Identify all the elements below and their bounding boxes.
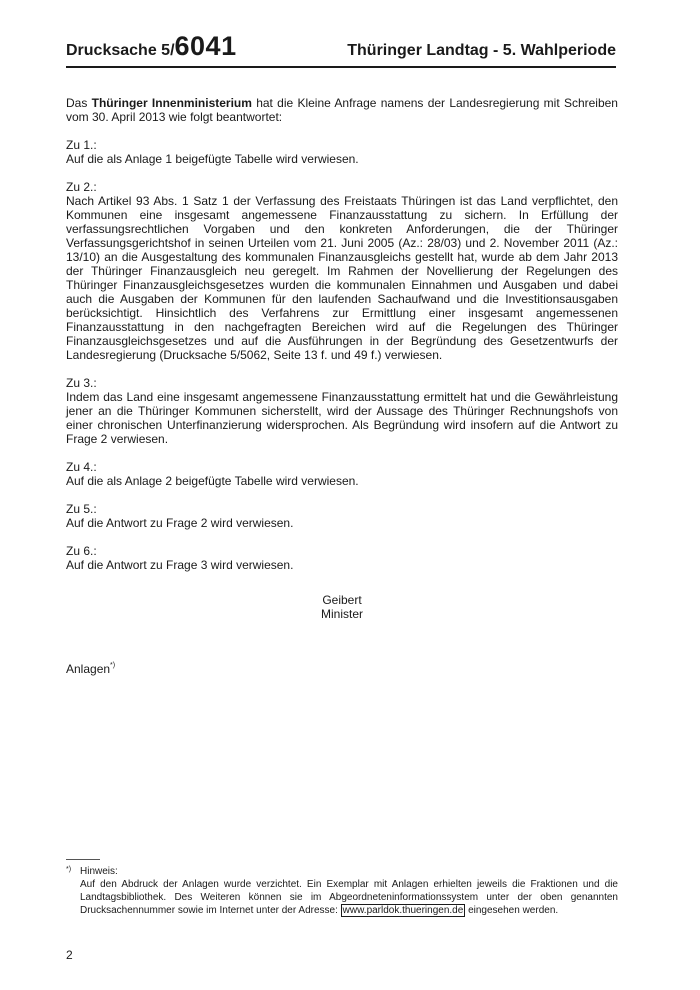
answer-section-4: [66, 460, 618, 488]
answer-section-1: [66, 138, 618, 166]
ministry-name: Thüringer Innenministerium: [91, 96, 252, 110]
answer-label: Zu 1.:: [66, 138, 97, 152]
intro-pre: Das: [66, 96, 92, 110]
signatory-title: Minister: [320, 607, 363, 621]
answer-label: Zu 5.:: [66, 502, 97, 516]
answer-section-5: [66, 502, 618, 530]
intro-paragraph: [66, 96, 618, 124]
document-number-value: 6041: [174, 31, 237, 61]
footnote-reference: *): [110, 662, 116, 669]
page-header: [66, 30, 616, 68]
footnote: [66, 865, 618, 917]
answer-section-3: [66, 376, 618, 446]
answer-label: Zu 4.:: [66, 460, 97, 474]
parliament-title: Thüringer Landtag - 5. Wahlperiode: [347, 42, 616, 59]
answer-text: Nach Artikel 93 Abs. 1 Satz 1 der Verfassung des Freistaats Thüringen ist das Land verpflichtet, den Kommunen eine insgesamt angemessene Finanzausstattung zu sichern. In Erfüllung der verfassungsrechtlichen Vorgaben und den konkreten Anforderungen, die der Thüringer Verfassungsgerichtshof in seinen Urteilen vom 21. Juni 2005 (Az.: 28/03) und 2. November 2011 (Az.: 13/10) an die Ausgestaltung des kommunalen Finanzausgleichs gestellt hat, wurde ab dem Jahr 2013 der Thüringer Finanzausgleich neu geregelt. Im Rahmen der Novellierung der Regelungen des Thüringer Finanzausgleichsgesetzes wurden die kommunalen Einnahmen und Ausgaben und dabei auch die Ausgaben der Kommunen für den laufenden Sachaufwand und die Investitionsausgaben berücksichtigt. Hinsichtlich des Verfahrens zur Ermittlung einer insgesamt angemessenen Finanzausstattung in den nachgefragten Bereichen wird auf die Regelungen des Thüringer Finanzausgleichsgesetzes und auf die Ausführungen in der Begründung des Gesetzentwurfs der Landesregierung (Drucksache 5/5062, Seite 13 f. und 49 f.) verwiesen.: [66, 194, 618, 362]
answer-text: Auf die Antwort zu Frage 3 wird verwiesen.: [66, 558, 294, 572]
answer-section-2: [66, 180, 618, 362]
document-number: [66, 33, 237, 66]
answer-label: Zu 3.:: [66, 376, 97, 390]
footnote-text: [80, 878, 618, 917]
page-number: 2: [66, 948, 73, 962]
answer-text: Auf die Antwort zu Frage 2 wird verwiesen.: [66, 516, 294, 530]
answer-text: Auf die als Anlage 2 beigefügte Tabelle wird verwiesen.: [66, 474, 359, 488]
document-number-prefix: Drucksache 5/: [66, 42, 175, 59]
footnote-body: [80, 865, 618, 917]
signature-block: [0, 593, 684, 621]
attachments-label: Anlagen: [66, 662, 111, 676]
footnote-heading: Hinweis:: [80, 866, 118, 877]
footnote-divider: [66, 859, 100, 860]
signatory-name: Geibert: [322, 593, 362, 607]
answer-label: Zu 6.:: [66, 544, 97, 558]
parldok-link[interactable]: www.parldok.thueringen.de: [342, 905, 464, 916]
answer-text: Auf die als Anlage 1 beigefügte Tabelle wird verwiesen.: [66, 152, 359, 166]
answer-body: [66, 96, 618, 586]
answer-text: Indem das Land eine insgesamt angemessene Finanzausstattung ermittelt hat und die Gewährleistung jener an die Thüringer Kommunen sicherstellt, wird der Aussage des Thüringer Rechnungshofs von einer chronischen Unterfinanzierung widersprochen. Als Begründung wird insofern auf die Antwort zu Frage 2 verwiesen.: [66, 390, 618, 446]
intro-post: hat die Kleine Anfrage namens der Landesregierung mit Schreiben vom 30. April 2013 wie folgt beantwortet:: [66, 96, 618, 124]
footnote-text-pre: Auf den Abdruck der Anlagen wurde verzichtet. Ein Exemplar mit Anlagen erhielten jeweils die Fraktionen und die Landtagsbibliothek. Des Weiteren können sie im Abgeordneteninformationssystem unter der oben genannten Drucksachennummer sowie im Internet unter der Adresse:: [80, 879, 618, 916]
attachments-note: [66, 662, 115, 676]
answer-label: Zu 2.:: [66, 180, 97, 194]
footnote-mark: *): [66, 866, 72, 873]
answer-section-6: [66, 544, 618, 572]
footnote-text-post: eingesehen werden.: [465, 905, 559, 916]
